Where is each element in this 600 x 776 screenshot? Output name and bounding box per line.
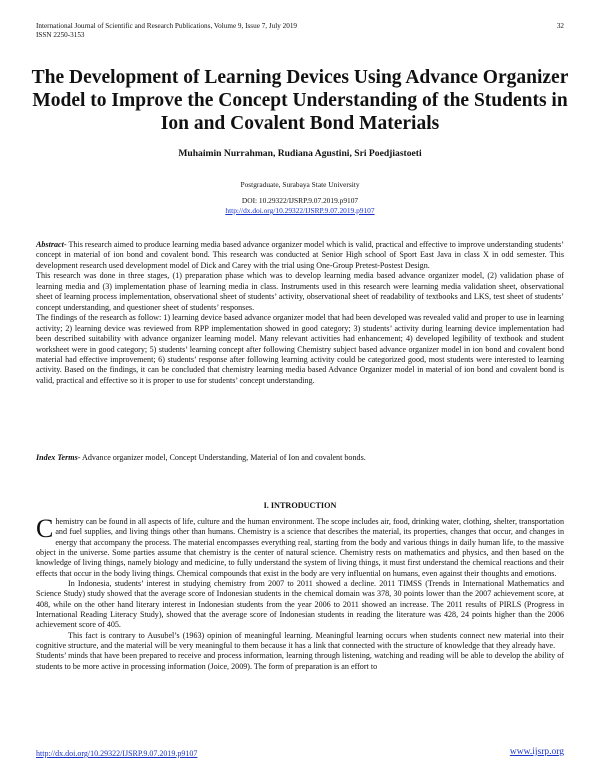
abstract-text: - This research aimed to produce learning media based advance organizer model which is valid, practical and effective to improve understanding students’ concept in material of ion bond and covalent bond. This research was conducted at Senior High school of Sport East Java in class X in odd semester. This development research used development model of Dick and Carey with the trial using One-Group Pretest-Postest Design.	[36, 240, 564, 270]
paper-title: The Development of Learning Devices Using Advance Organizer Model to Improve the Concept Understanding of the Students in Ion and Covalent Bond Materials	[31, 67, 569, 134]
body-paragraph	[36, 514, 564, 579]
affiliation: Postgraduate, Surabaya State University	[240, 180, 360, 189]
abstract	[36, 240, 564, 386]
body-paragraph: In Indonesia, students’ interest in studying chemistry from 2007 to 2011 showed a decline. 2011 TIMSS (Trends in International Mathematics and Science Study) study showed that the average score of Indonesian students in the chemical domain was 378, 30 points lower than the 2007 achievement score, at 408, while on the other hand literary interest in Indonesian students from the year 2006 to 2011 showed an increase. The 2011 results of PIRLS (Progress in International Reading Literacy Study), showed that the average score of Indonesian students in reading the literature was 428, 24 points higher than the 2006 achievement score of 405.	[36, 579, 564, 630]
issn: ISSN 2250-3153	[36, 31, 85, 39]
authors: Muhaimin Nurrahman, Rudiana Agustini, Sri Poedjiastoeti	[178, 148, 422, 159]
body-paragraph: This fact is contrary to Ausubel’s (1963) opinion of meaningful learning. Meaningful learning occurs when students connect new material into their cognitive structure, and the material will be very meaningful to them because it has a link that connected with the structure of knowledge that they already have.	[36, 630, 564, 651]
abstract-label: Abstract	[36, 240, 64, 249]
index-terms-text: - Advance organizer model, Concept Understanding, Material of Ion and covalent bonds.	[77, 453, 366, 462]
body-paragraph: Students’ minds that have been prepared to receive and process information, learning through listening, watching and reading will be able to develop the ability of students to be more active in processing information (Joice, 2009). The form of preparation is an effort to	[36, 651, 564, 671]
doi-text: DOI: 10.29322/IJSRP.9.07.2019.p9107	[241, 196, 359, 205]
body-text	[36, 514, 564, 672]
doi-link[interactable]: http://dx.doi.org/10.29322/IJSRP.9.07.2019.p9107	[225, 206, 375, 215]
abstract-paragraph: The findings of the research as follow: 1) learning device based advance organizer model that had been developed was revealed valid and proper to use in learning activity; 2) learning device was reviewed from RPP implementation showed in good category; 3) students’ activity during learning device implementation had been described suitability with advance organizer learning model. Many relevant activities had enhancement; 4) developed legibility of textbook and student worksheet were in good category; 5) students’ learning concept after following Chemistry subject based advance organizer model in ion bond and covalent bond material had effective improvement; 6) students’ response after following learning activity could be categorized good, most students were interested to learning activity. Based on the findings, it can be concluded that chemistry learning media based Advance Organizer model in material of ion bond and covalent bond is valid, practical and effective so it is proper to use for students’ concept understanding.	[36, 313, 564, 385]
journal-name: International Journal of Scientific and Research Publications, Volume 9, Issue 7, July 2019	[36, 22, 298, 30]
abstract-paragraph: This research was done in three stages, (1) preparation phase which was to develop learning media based advance organizer model, (2) validation phase of learning media and (3) implementation phase of learning media in class. Instruments used in this research were learning media validation sheet, observational sheet of learning process implementation, observational sheet of students’ activity, observational sheet of readability of textbooks and LKS, test sheet of students’ concept understanding, and questioner sheet of students’ responses.	[36, 271, 564, 312]
index-terms-label: Index Terms	[36, 453, 78, 462]
doi-block	[0, 196, 600, 216]
section-heading: I. INTRODUCTION	[263, 501, 337, 510]
page-footer	[36, 749, 564, 758]
page-number: 32	[556, 22, 564, 30]
footer-doi-link[interactable]: http://dx.doi.org/10.29322/IJSRP.9.07.2019.p9107	[36, 749, 198, 758]
index-terms	[36, 453, 564, 462]
footer-site-link[interactable]: www.ijsrp.org	[509, 747, 564, 757]
body-paragraph-text: hemistry can be found in all aspects of life, culture and the human environment. The scope includes air, food, drinking water, clothing, shelter, transportation and fuel supplies, and living things other than humans. Chemistry is a science that describes the material, its properties, changes that occur, and changes in energy that accompany the process. The material encompasses everything real, starting from the body and various things in daily human life, to the massive object in the universe. Some parties assume that chemistry is the center of natural science. Chemistry rests on mathematics and physics, and then based on the knowledge of living things, namely biology and medicine, to fully understand the system of living things, it must first understand the chemical reactions and their effects that occur in the body living things. Chemical compounds that exist in the body are very influential on humans, even against their thoughts and emotions.	[36, 517, 564, 578]
drop-cap: C	[36, 514, 54, 543]
abstract-paragraph	[36, 240, 564, 271]
page-header	[36, 22, 564, 40]
